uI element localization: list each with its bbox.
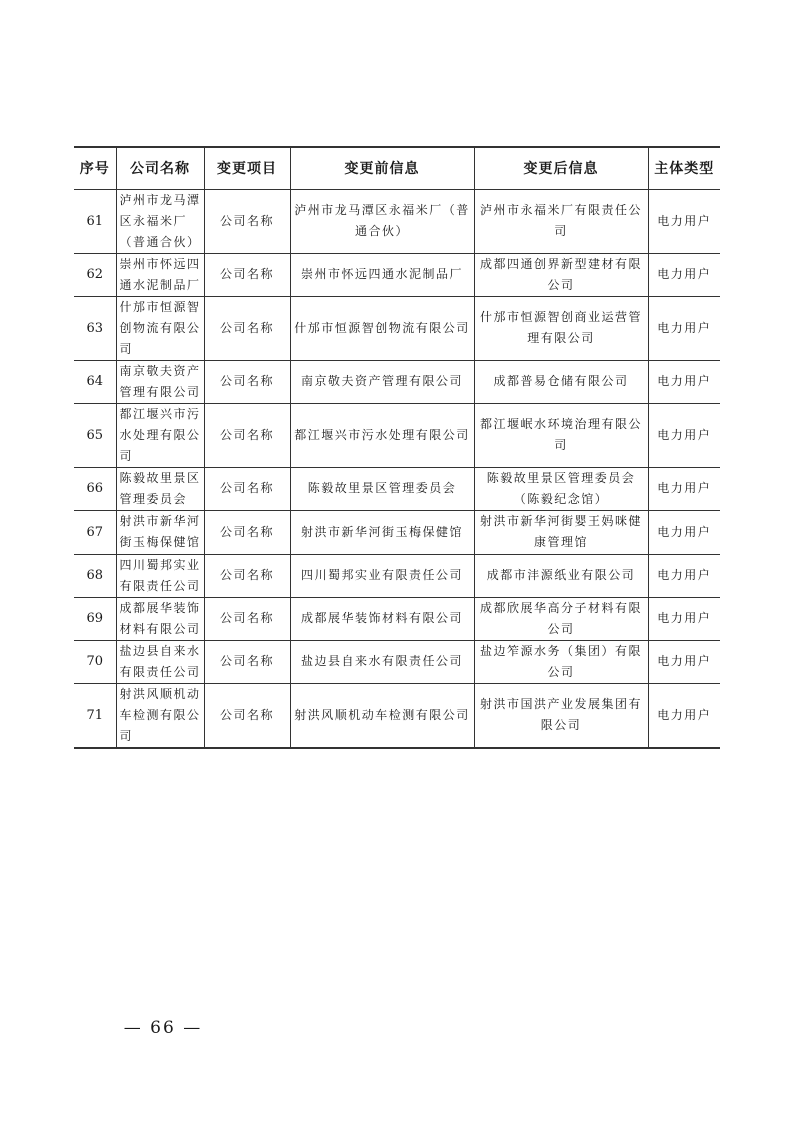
header-company-name: 公司名称 <box>116 147 204 189</box>
row-before: 什邡市恒源智创物流有限公司 <box>290 296 474 360</box>
row-no: 64 <box>74 360 116 403</box>
row-no: 61 <box>74 189 116 253</box>
table-row <box>74 467 720 510</box>
row-entity-type: 电力用户 <box>648 403 720 467</box>
row-no: 69 <box>74 597 116 640</box>
row-change-item: 公司名称 <box>204 467 290 510</box>
row-after: 成都普易仓储有限公司 <box>474 360 648 403</box>
row-entity-type: 电力用户 <box>648 360 720 403</box>
row-company-name: 四川蜀邦实业有限责任公司 <box>116 554 204 597</box>
change-record-table <box>74 146 720 749</box>
row-no: 67 <box>74 510 116 554</box>
row-before: 射洪市新华河街玉梅保健馆 <box>290 510 474 554</box>
row-company-name: 盐边县自来水有限责任公司 <box>116 640 204 683</box>
row-before: 射洪风顺机动车检测有限公司 <box>290 683 474 748</box>
row-no: 68 <box>74 554 116 597</box>
header-change-item: 变更项目 <box>204 147 290 189</box>
row-after: 成都四通创界新型建材有限公司 <box>474 253 648 296</box>
row-change-item: 公司名称 <box>204 360 290 403</box>
row-before: 陈毅故里景区管理委员会 <box>290 467 474 510</box>
row-change-item: 公司名称 <box>204 253 290 296</box>
table-row <box>74 189 720 253</box>
row-after: 成都市沣源纸业有限公司 <box>474 554 648 597</box>
table-row <box>74 253 720 296</box>
row-company-name: 射洪市新华河街玉梅保健馆 <box>116 510 204 554</box>
table-row <box>74 640 720 683</box>
row-entity-type: 电力用户 <box>648 253 720 296</box>
row-no: 71 <box>74 683 116 748</box>
row-entity-type: 电力用户 <box>648 510 720 554</box>
row-company-name: 南京敬夫资产管理有限公司 <box>116 360 204 403</box>
row-entity-type: 电力用户 <box>648 189 720 253</box>
row-change-item: 公司名称 <box>204 189 290 253</box>
header-entity-type: 主体类型 <box>648 147 720 189</box>
row-no: 65 <box>74 403 116 467</box>
row-company-name: 崇州市怀远四通水泥制品厂 <box>116 253 204 296</box>
page-number: — 66 — <box>123 1018 203 1038</box>
row-company-name: 射洪风顺机动车检测有限公司 <box>116 683 204 748</box>
row-before: 泸州市龙马潭区永福米厂（普通合伙） <box>290 189 474 253</box>
row-before: 崇州市怀远四通水泥制品厂 <box>290 253 474 296</box>
row-no: 63 <box>74 296 116 360</box>
row-entity-type: 电力用户 <box>648 597 720 640</box>
table-row <box>74 597 720 640</box>
row-entity-type: 电力用户 <box>648 554 720 597</box>
table-row <box>74 360 720 403</box>
row-entity-type: 电力用户 <box>648 467 720 510</box>
row-company-name: 泸州市龙马潭区永福米厂（普通合伙） <box>116 189 204 253</box>
row-change-item: 公司名称 <box>204 683 290 748</box>
row-company-name: 都江堰兴市污水处理有限公司 <box>116 403 204 467</box>
row-change-item: 公司名称 <box>204 597 290 640</box>
row-change-item: 公司名称 <box>204 554 290 597</box>
row-entity-type: 电力用户 <box>648 640 720 683</box>
row-change-item: 公司名称 <box>204 296 290 360</box>
row-after: 成都欣展华高分子材料有限公司 <box>474 597 648 640</box>
row-change-item: 公司名称 <box>204 510 290 554</box>
row-no: 66 <box>74 467 116 510</box>
row-after: 射洪市新华河街婴王妈咪健康管理馆 <box>474 510 648 554</box>
row-after: 盐边笮源水务（集团）有限公司 <box>474 640 648 683</box>
row-change-item: 公司名称 <box>204 640 290 683</box>
table-row <box>74 296 720 360</box>
header-after: 变更后信息 <box>474 147 648 189</box>
row-after: 什邡市恒源智创商业运营管理有限公司 <box>474 296 648 360</box>
header-no: 序号 <box>74 147 116 189</box>
row-after: 射洪市国洪产业发展集团有限公司 <box>474 683 648 748</box>
table-row <box>74 683 720 748</box>
row-before: 盐边县自来水有限责任公司 <box>290 640 474 683</box>
row-before: 都江堰兴市污水处理有限公司 <box>290 403 474 467</box>
row-after: 陈毅故里景区管理委员会（陈毅纪念馆） <box>474 467 648 510</box>
row-before: 四川蜀邦实业有限责任公司 <box>290 554 474 597</box>
table-row <box>74 554 720 597</box>
table-row <box>74 403 720 467</box>
row-after: 都江堰岷水环境治理有限公司 <box>474 403 648 467</box>
row-company-name: 陈毅故里景区管理委员会 <box>116 467 204 510</box>
header-before: 变更前信息 <box>290 147 474 189</box>
row-company-name: 什邡市恒源智创物流有限公司 <box>116 296 204 360</box>
row-after: 泸州市永福米厂有限责任公司 <box>474 189 648 253</box>
row-company-name: 成都展华装饰材料有限公司 <box>116 597 204 640</box>
row-change-item: 公司名称 <box>204 403 290 467</box>
row-no: 70 <box>74 640 116 683</box>
row-before: 南京敬夫资产管理有限公司 <box>290 360 474 403</box>
row-entity-type: 电力用户 <box>648 683 720 748</box>
table-row <box>74 510 720 554</box>
table-header-row <box>74 147 720 189</box>
row-no: 62 <box>74 253 116 296</box>
row-before: 成都展华装饰材料有限公司 <box>290 597 474 640</box>
row-entity-type: 电力用户 <box>648 296 720 360</box>
